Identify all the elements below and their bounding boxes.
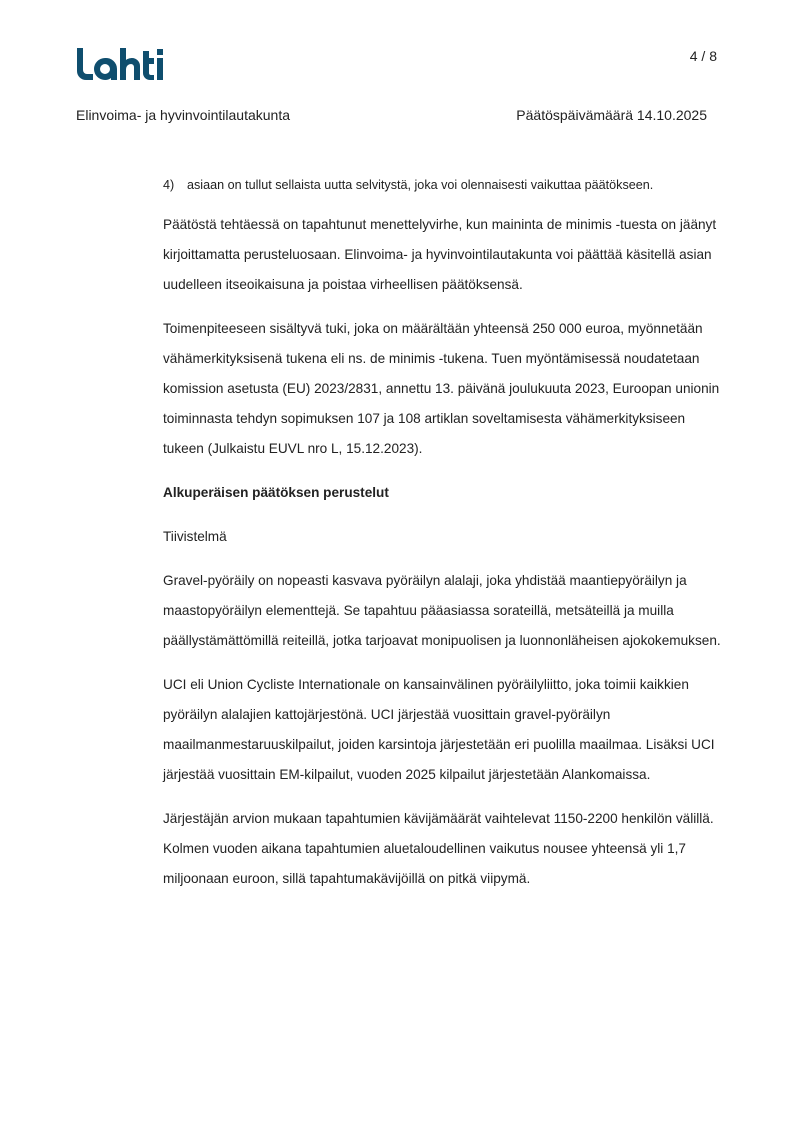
list-item — [163, 178, 723, 192]
paragraph-gravel: Gravel-pyöräily on nopeasti kasvava pyöräilyn alalaji, joka yhdistää maantiepyöräilyn ja maastopyöräilyn elementtejä. Se tapahtuu pääasiassa sorateillä, metsäteillä ja muilla päällystämättömillä reiteillä, jotka tarjoavat monipuolisen ja luonnonläheisen ajokokemuksen. — [163, 573, 721, 648]
board-name: Elinvoima- ja hyvinvointilautakunta — [76, 107, 290, 123]
document-body — [163, 178, 723, 908]
subheading: Tiivistelmä — [163, 529, 227, 544]
decision-date: Päätöspäivämäärä 14.10.2025 — [516, 107, 707, 123]
lahti-logo — [75, 46, 167, 82]
list-item-text: asiaan on tullut sellaista uutta selvitystä, joka voi olennaisesti vaikuttaa päätökseen. — [187, 178, 654, 192]
paragraph-uci: UCI eli Union Cycliste Internationale on kansainvälinen pyöräilyliitto, joka toimii kaikkien pyöräilyn alalajien kattojärjestönä. UCI järjestää vuosittain gravel-pyöräilyn maailmanmestaruuskilpailut, joiden karsintoja järjestetään eri puolilla maailmaa. Lisäksi UCI järjestää vuosittain EM-kilpailut, vuoden 2025 kilpailut järjestetään Alankomaissa. — [163, 677, 715, 782]
paragraph-visitors: Järjestäjän arvion mukaan tapahtumien kävijämäärät vaihtelevat 1150-2200 henkilön välillä. Kolmen vuoden aikana tapahtumien aluetaloudellinen vaikutus nousee yhteensä yli 1,7 miljoonaan euroon, sillä tapahtumakävijöillä on pitkä viipymä. — [163, 811, 714, 886]
page-number: 4 / 8 — [689, 48, 717, 64]
list-item-number: 4) — [163, 178, 175, 192]
paragraph-procedural-error: Päätöstä tehtäessä on tapahtunut menettelyvirhe, kun maininta de minimis -tuesta on jäänyt kirjoittamatta perusteluosaan. Elinvoima- ja hyvinvointilautakunta voi päättää käsitellä asian uudelleen itseoikaisuna ja poistaa virheellisen päätöksensä. — [163, 217, 717, 292]
section-heading: Alkuperäisen päätöksen perustelut — [163, 485, 389, 500]
paragraph-de-minimis: Toimenpiteeseen sisältyvä tuki, joka on määrältään yhteensä 250 000 euroa, myönnetään vähämerkityksisenä tukena eli ns. de minimis -tukena. Tuen myöntämisessä noudatetaan komission asetusta (EU) 2023/2831, annettu 13. päivänä joulukuuta 2023, Euroopan unionin toiminnasta tehdyn sopimuksen 107 ja 108 artiklan soveltamisesta vähämerkityksiseen tukeen (Julkaistu EUVL nro L, 15.12.2023). — [163, 321, 720, 456]
